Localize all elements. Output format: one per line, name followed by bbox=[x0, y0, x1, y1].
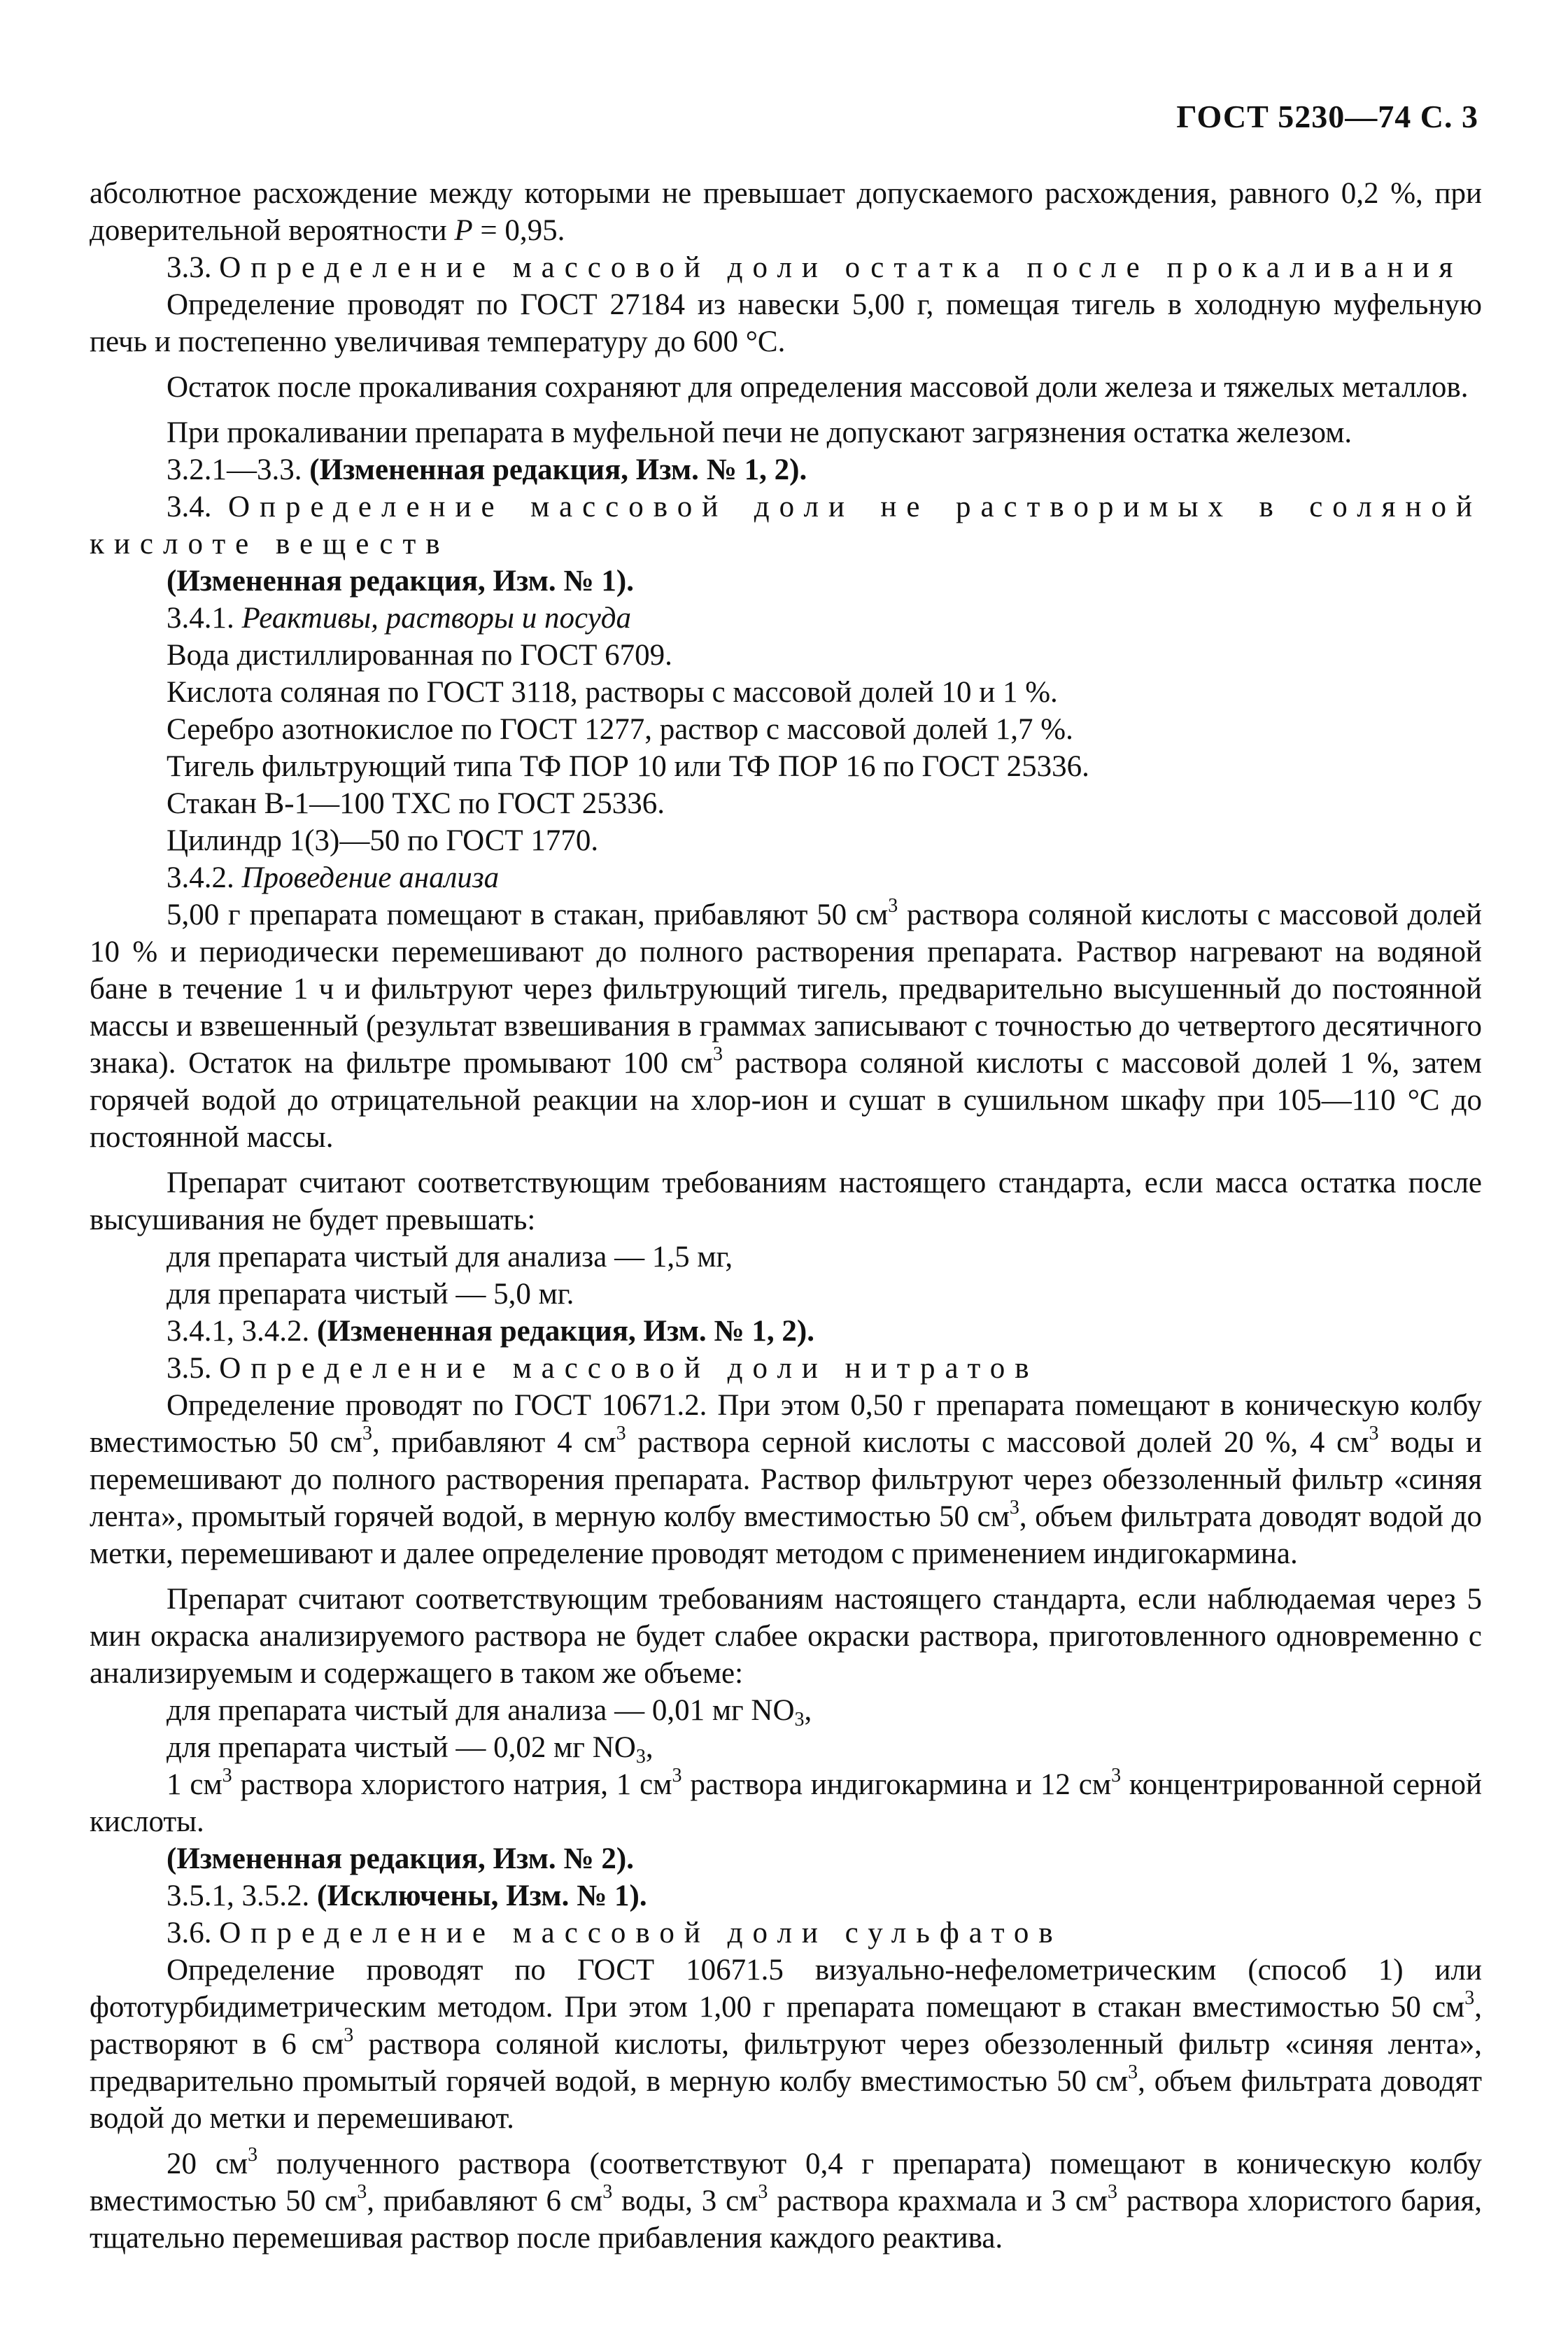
page-header: ГОСТ 5230—74 С. 3 bbox=[1176, 99, 1478, 134]
amendment-note: 3.4.1, 3.4.2. (Измененная редакция, Изм. № 1, 2). bbox=[167, 1315, 814, 1348]
limit-item: для препарата чистый для анализа — 0,01 мг $NO_3$, bbox=[167, 1694, 812, 1730]
amendment-note: (Измененная редакция, Изм. № 1). bbox=[167, 565, 634, 598]
paragraph: 5,00 г препарата помещают в стакан, прибавляют 50 $см^3$ раствора соляной кислоты с массовой долей 10 % и периодически перемешивают до полного растворения препарата. Раствор нагревают на водяной бане в течение 1 ч и фильтруют через фильтрующий тигель, предварительно высушенный до постоянной массы и взвешенный (результат взвешивания в граммах записывают с точностью до четвертого десятичного знака). Остаток на фильтре промывают 100 $см^3$ раствора соляной кислоты с массовой долей 1 %, затем горячей водой до отрицательной реакции на хлор-ион и сушат в сушильном шкафу при 105—110 °С до постоянной массы. bbox=[90, 895, 1482, 1154]
amendment-note: (Измененная редакция, Изм. № 2). bbox=[167, 1842, 634, 1875]
paragraph: Препарат считают соответствующим требованиям настоящего стандарта, если масса остатка после высушивания не будет превышать: bbox=[90, 1166, 1482, 1236]
section-heading-3-6: 3.6. Определение массовой доли сульфатов bbox=[167, 1917, 1063, 1949]
limit-item: для препарата чистый — 5,0 мг. bbox=[167, 1278, 574, 1311]
paragraph: абсолютное расхождение между которыми не превышает допускаемого расхождения, равного 0,2 %, при доверительной вероятности P = 0,95. bbox=[90, 177, 1482, 247]
reagent-item: Стакан В-1—100 ТХС по ГОСТ 25336. bbox=[167, 787, 665, 820]
paragraph: Определение проводят по ГОСТ 27184 из навески 5,00 г, помещая тигель в холодную муфельную печь и постепенно увеличивая температуру до 600 °С. bbox=[90, 288, 1482, 358]
subsection-heading-3-4-2: 3.4.2. Проведение анализа bbox=[167, 861, 500, 894]
limit-item: для препарата чистый для анализа — 1,5 мг, bbox=[167, 1241, 733, 1274]
section-heading-3-5: 3.5. Определение массовой доли нитратов bbox=[167, 1352, 1039, 1385]
amendment-note: 3.2.1—3.3. (Измененная редакция, Изм. № 1, 2). bbox=[167, 453, 807, 486]
paragraph: Препарат считают соответствующим требованиям настоящего стандарта, если наблюдаемая через 5 мин окраска анализируемого раствора не будет слабее окраски раствора, приготовленного одновременно с анализируемым и содержащего в таком же объеме: bbox=[90, 1583, 1482, 1690]
paragraph: При прокаливании препарата в муфельной печи не допускают загрязнения остатка железом. bbox=[167, 416, 1352, 449]
document-body bbox=[90, 175, 1482, 2257]
section-heading-3-3: 3.3. Определение массовой доли остатка после прокаливания bbox=[167, 251, 1463, 284]
subsection-heading-3-4-1: 3.4.1. Реактивы, растворы и посуда bbox=[167, 602, 631, 635]
reagent-item: Вода дистиллированная по ГОСТ 6709. bbox=[167, 639, 672, 672]
reagent-item: Серебро азотнокислое по ГОСТ 1277, раствор с массовой долей 1,7 %. bbox=[167, 713, 1073, 746]
limit-item: для препарата чистый — 0,02 мг $NO_3$, bbox=[167, 1731, 654, 1768]
paragraph: Остаток после прокаливания сохраняют для определения массовой доли железа и тяжелых металлов. bbox=[167, 371, 1469, 404]
paragraph: Определение проводят по ГОСТ 10671.2. При этом 0,50 г препарата помещают в коническую колбу вместимостью 50 $см^3$, прибавляют 4 $см^3$ раствора серной кислоты с массовой долей 20 %, 4 $см^3$ воды и перемешивают до полного растворения препарата. Раствор фильтруют через обеззоленный фильтр «синяя лента», промытый горячей водой, в мерную колбу вместимостью 50 $см^3$, объем фильтрата доводят водой до метки, перемешивают и далее определение проводят методом с применением индигокармина. bbox=[90, 1389, 1483, 1570]
section-heading-3-4: 3.4. Определение массовой доли не растворимых в соляной кислоте веществ bbox=[90, 491, 1482, 560]
reagent-item: Тигель фильтрующий типа ТФ ПОР 10 или ТФ ПОР 16 по ГОСТ 25336. bbox=[167, 750, 1089, 783]
paragraph: 1 $см^3$ раствора хлористого натрия, 1 $см^3$ раствора индигокармина и 12 $см^3$ концентрированной серной кислоты. bbox=[90, 1765, 1483, 1838]
paragraph: Определение проводят по ГОСТ 10671.5 визуально-нефелометрическим (способ 1) или фототурбидиметрическим методом. При этом 1,00 г препарата помещают в стакан вместимостью 50 $см^3$, растворяют в 6 $см^3$ раствора соляной кислоты, фильтруют через обеззоленный фильтр «синяя лента», предварительно промытый горячей водой, в мерную колбу вместимостью 50 $см^3$, объем фильтрата доводят водой до метки и перемешивают. bbox=[90, 1954, 1482, 2135]
reagent-item: Цилиндр 1(3)—50 по ГОСТ 1770. bbox=[167, 824, 599, 857]
paragraph: 20 $см^3$ полученного раствора (соответствуют 0,4 г препарата) помещают в коническую колбу вместимостью 50 $см^3$, прибавляют 6 $см^3$ воды, 3 $см^3$ раствора крахмала и 3 $см^3$ раствора хлористого бария, тщательно перемешивая раствор после прибавления каждого реактива. bbox=[90, 2144, 1483, 2255]
amendment-note: 3.5.1, 3.5.2. (Исключены, Изм. № 1). bbox=[167, 1879, 647, 1912]
reagent-item: Кислота соляная по ГОСТ 3118, растворы с массовой долей 10 и 1 %. bbox=[167, 676, 1058, 709]
